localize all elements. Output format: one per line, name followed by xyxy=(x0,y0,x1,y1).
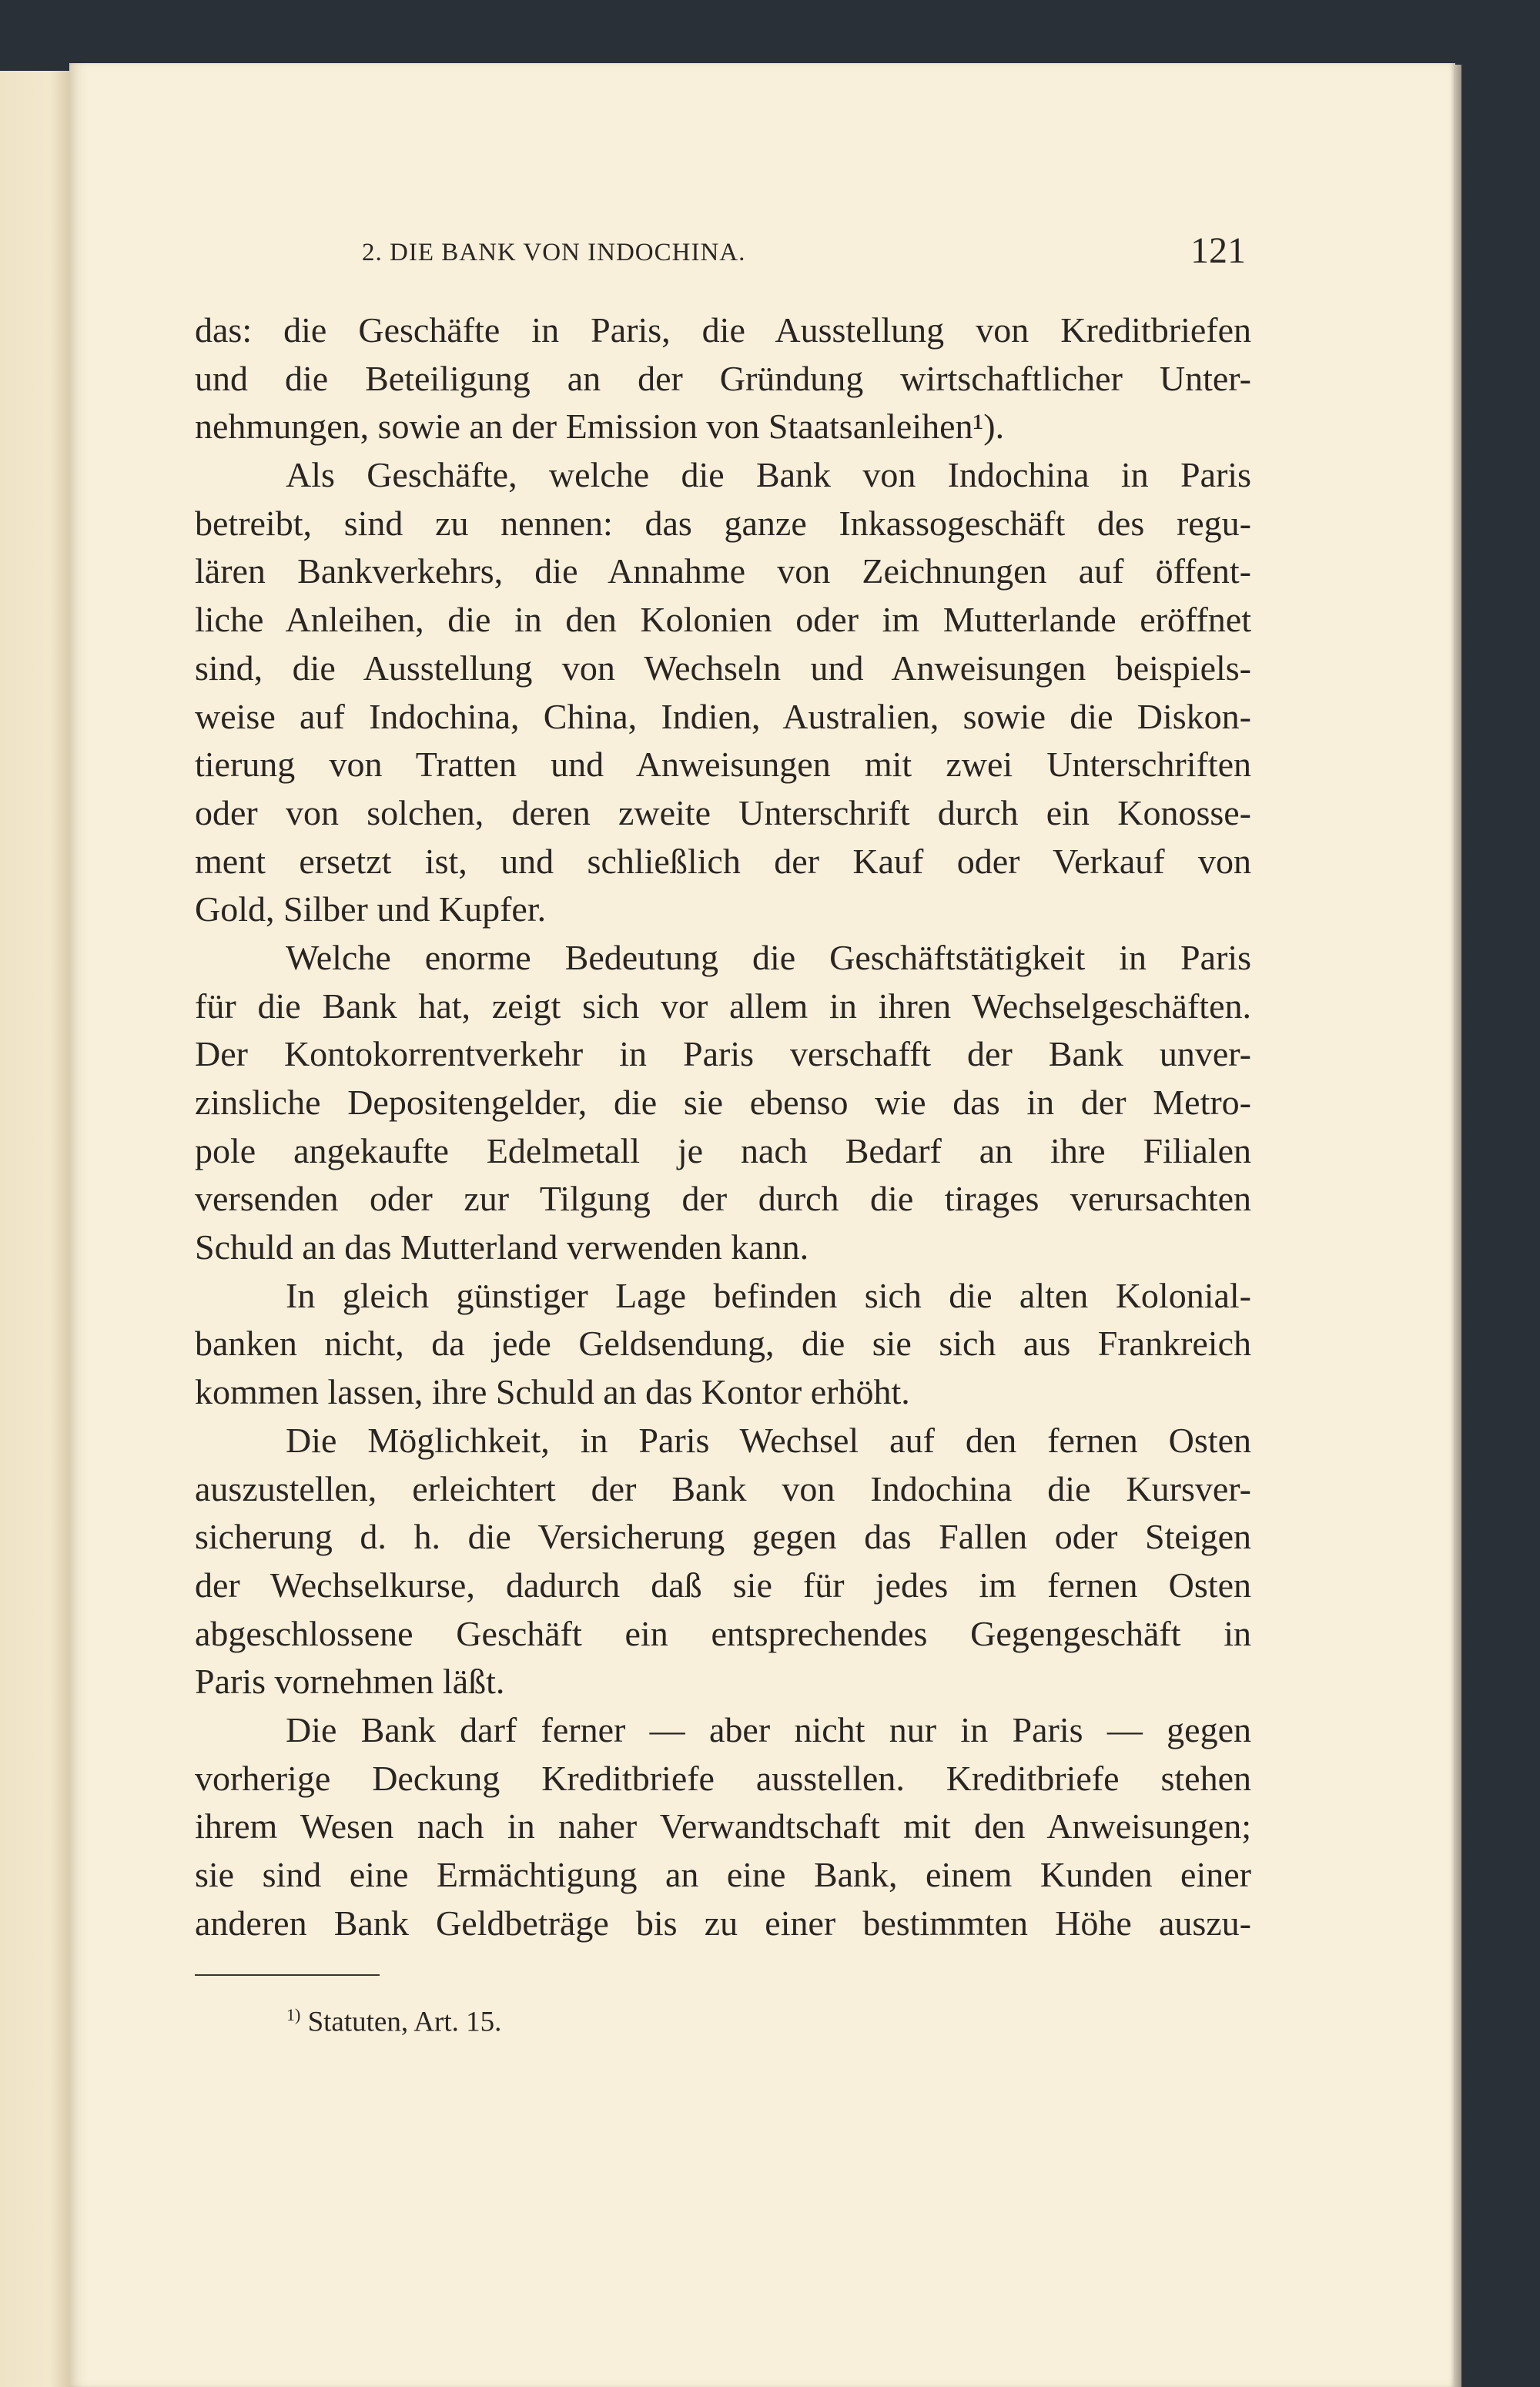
text-line: Gold, Silber und Kupfer. xyxy=(195,889,547,929)
text-line: Die Bank darf ferner — aber nicht nur in Paris — gegen xyxy=(286,1709,1251,1749)
text-line: nehmungen, sowie an der Emission von Staatsanleihen¹). xyxy=(195,407,1005,447)
footnote xyxy=(286,2005,501,2038)
page-number: 121 xyxy=(1190,230,1246,271)
text-line: sind, die Ausstellung von Wechseln und Anweisungen beispiels- xyxy=(195,648,1251,688)
text-line: pole angekaufte Edelmetall je nach Bedarf an ihre Filialen xyxy=(195,1130,1251,1170)
text-line: lären Bankverkehrs, die Annahme von Zeichnungen auf öffent- xyxy=(195,551,1251,591)
body-text xyxy=(195,306,1251,1947)
text-line: Schuld an das Mutterland verwenden kann. xyxy=(195,1227,809,1267)
running-header: 2. DIE BANK VON INDOCHINA. xyxy=(362,239,746,266)
text-line: Als Geschäfte, welche die Bank von Indochina in Paris xyxy=(286,455,1251,495)
text-line: Die Möglichkeit, in Paris Wechsel auf den fernen Osten xyxy=(286,1420,1251,1460)
text-line: sicherung d. h. die Versicherung gegen das Fallen oder Steigen xyxy=(195,1517,1251,1557)
text-line: tierung von Tratten und Anweisungen mit zwei Unterschriften xyxy=(195,745,1251,785)
text-line: der Wechselkurse, dadurch daß sie für jedes im fernen Osten xyxy=(195,1565,1251,1605)
text-line: sie sind eine Ermächtigung an eine Bank, einem Kunden einer xyxy=(195,1855,1251,1894)
text-line: zinsliche Depositengelder, die sie ebenso wie das in der Metro- xyxy=(195,1083,1251,1122)
text-line: Der Kontokorrentverkehr in Paris verschafft der Bank unver- xyxy=(195,1034,1251,1074)
text-line: für die Bank hat, zeigt sich vor allem in ihren Wechselgeschäften. xyxy=(195,986,1251,1026)
text-line: und die Beteiligung an der Gründung wirtschaftlicher Unter- xyxy=(195,358,1251,398)
text-line: abgeschlossene Geschäft ein entsprechendes Gegengeschäft in xyxy=(195,1613,1251,1653)
text-line: kommen lassen, ihre Schuld an das Kontor erhöht. xyxy=(195,1372,910,1412)
text-line: banken nicht, da jede Geldsendung, die sie sich aus Frankreich xyxy=(195,1324,1251,1364)
text-line: Paris vornehmen läßt. xyxy=(195,1662,505,1702)
text-line: oder von solchen, deren zweite Unterschrift durch ein Konosse- xyxy=(195,792,1251,832)
text-line: ment ersetzt ist, und schließlich der Kauf oder Verkauf von xyxy=(195,841,1251,881)
page-edge xyxy=(1454,65,1461,2387)
facing-page-edge xyxy=(0,71,71,2387)
text-line: auszustellen, erleichtert der Bank von Indochina die Kursver- xyxy=(195,1468,1251,1508)
footnote-text: Statuten, Art. 15. xyxy=(300,2006,502,2038)
footnote-rule xyxy=(195,1974,380,1976)
text-line: versenden oder zur Tilgung der durch die tirages verursachten xyxy=(195,1179,1251,1219)
text-line: anderen Bank Geldbeträge bis zu einer bestimmten Höhe auszu- xyxy=(195,1903,1251,1943)
text-line: betreibt, sind zu nennen: das ganze Inkassogeschäft des regu- xyxy=(195,503,1251,543)
text-line: ihrem Wesen nach in naher Verwandtschaft mit den Anweisungen; xyxy=(195,1806,1251,1846)
text-line: liche Anleihen, die in den Kolonien oder im Mutterlande eröffnet xyxy=(195,600,1251,640)
text-line: vorherige Deckung Kreditbriefe ausstellen. Kreditbriefe stehen xyxy=(195,1758,1251,1798)
text-line: das: die Geschäfte in Paris, die Ausstellung von Kreditbriefen xyxy=(195,310,1251,350)
text-line: weise auf Indochina, China, Indien, Australien, sowie die Diskon- xyxy=(195,696,1251,736)
text-line: Welche enorme Bedeutung die Geschäftstätigkeit in Paris xyxy=(286,937,1251,977)
footnote-marker: 1) xyxy=(286,2005,301,2024)
text-line: In gleich günstiger Lage befinden sich die alten Kolonial- xyxy=(286,1275,1251,1315)
